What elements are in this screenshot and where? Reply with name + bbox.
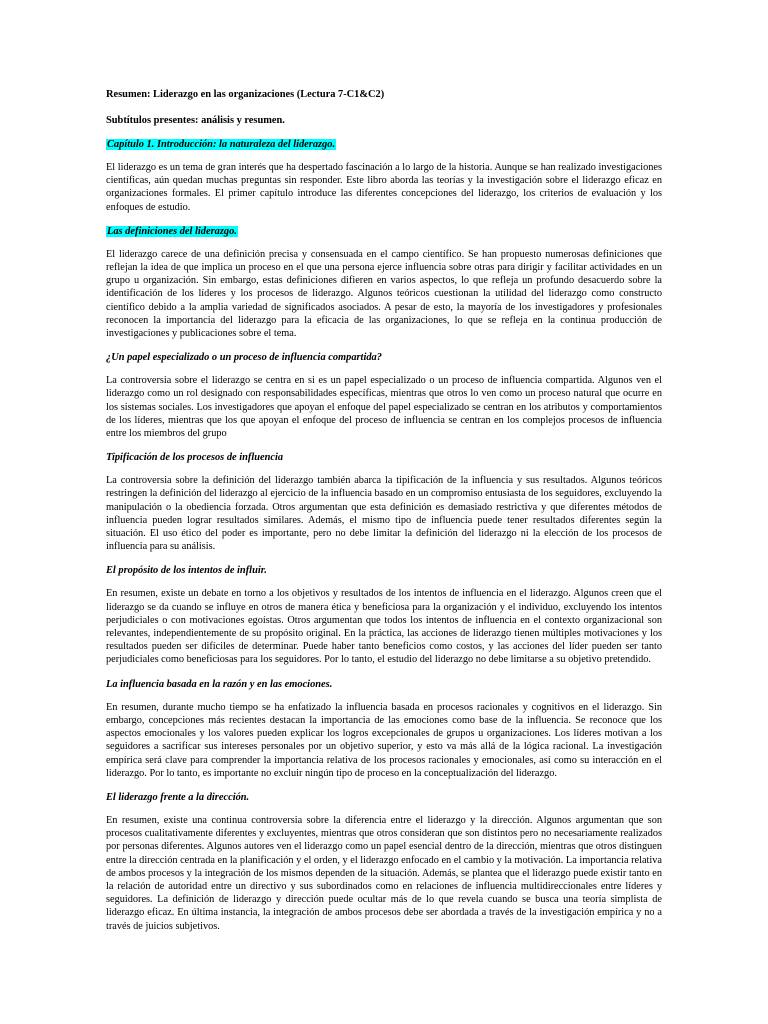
section-heading: La influencia basada en la razón y en las emociones. — [106, 678, 333, 690]
section-capitulo-1 — [106, 138, 662, 214]
section-paragraph: En resumen, durante mucho tiempo se ha enfatizado la influencia basada en procesos racionales y cognitivos en el liderazgo. Sin embargo, concepciones más recientes destacan la importancia de las emociones como base de la influencia. Se reconoce que los aspectos emocionales y los valores pueden explicar los logros excepcionales de grupos u organizaciones. Los líderes motivan a los seguidores a sacrificar sus intereses personales por un objetivo superior, y esto va más allá de la lógica racional. La investigación empírica será clave para comprender la importancia relativa de los procesos racionales y emocionales, así como su interacción en el liderazgo. Por lo tanto, es importante no excluir ningún tipo de proceso en la conceptualización del liderazgo. — [106, 701, 662, 779]
section-paragraph: El liderazgo es un tema de gran interés que ha despertado fascinación a lo largo de la historia. Aunque se han realizado investigaciones científicas, aún quedan muchas preguntas sin responder. Este libro aborda las teorías y la investigación sobre el liderazgo eficaz en organizaciones formales. El primer capítulo introduce las diferentes concepciones del liderazgo, los criterios de evaluación y los enfoques de estudio. — [106, 162, 662, 213]
document-title: Resumen: Liderazgo en las organizaciones (Lectura 7-C1&C2) — [106, 89, 385, 100]
section-definiciones — [106, 225, 662, 340]
section-paragraph: En resumen, existe un debate en torno a los objetivos y resultados de los intentos de influencia en el liderazgo. Algunos creen que el liderazgo se da cuando se influye en otros de manera ética y beneficiosa para la organización y el individuo, excluyendo los intentos perjudiciales o con motivaciones egoístas. Otros argumentan que todos los intentos de influencia en el contexto organizacional son relevantes, independientemente de su propósito original. En la práctica, las acciones de liderazgo tienen múltiples motivaciones y los resultados pueden ser difíciles de determinar. Puede haber tanto beneficios como costos, y las acciones del líder pueden ser tanto perjudiciales como beneficiosas para los seguidores. Por lo tanto, el estudio del liderazgo no debe limitarse a su objetivo pretendido. — [106, 588, 662, 666]
section-paragraph: En resumen, existe una continua controversia sobre la diferencia entre el liderazgo y la dirección. Algunos argumentan que son procesos cualitativamente diferentes y excluyentes, mientras que otros consideran que son distintos pero no necesariamente realizados por personas diferentes. Algunos autores ven el liderazgo como un papel esencial dentro de la dirección, mientras que otros distinguen entre la dirección centrada en la planificación y el orden, y el liderazgo enfocado en el cambio y la motivación. La importancia relativa de ambos procesos y la integración de los mismos dependen de la situación. Además, se plantea que el liderazgo puede existir tanto en la relación de autoridad entre un directivo y sus subordinados como en relaciones de influencia multidireccionales entre líderes y seguidores. La definición de liderazgo y dirección puede ocultar más de lo que revela cuando se busca una teoría simplista de liderazgo eficaz. En última instancia, la integración de ambos procesos debe ser abordada a través de la investigación empírica y no a través de juicios subjetivos. — [106, 814, 662, 932]
section-liderazgo-direccion — [106, 791, 662, 933]
document-page — [106, 88, 662, 944]
section-paragraph: La controversia sobre el liderazgo se centra en si es un papel especializado o un proceso de influencia compartida. Algunos ven el liderazgo como un rol designado con responsabilidades específicas, mientras que otros lo ven como un proceso natural que ocurre en los sistemas sociales. Los investigadores que apoyan el enfoque del papel especializado se centran en los atributos y comportamientos de los líderes, mientras que los que apoyan el enfoque del proceso de influencia se centran en los complejos procesos de influencia entre los miembros del grupo — [106, 375, 662, 440]
section-heading — [106, 225, 662, 238]
section-heading: ¿Un papel especializado o un proceso de influencia compartida? — [106, 352, 382, 364]
highlighted-heading-text: Capítulo 1. Introducción: la naturaleza del liderazgo. — [107, 139, 336, 150]
section-paragraph: El liderazgo carece de una definición precisa y consensuada en el campo científico. Se han propuesto numerosas definiciones que reflejan la idea de que implica un proceso en el que una persona ejerce influencia sobre otras para dirigir y facilitar actividades en un grupo u organización. Sin embargo, estas definiciones difieren en varios aspectos, lo que refleja un profundo desacuerdo sobre la identificación de los líderes y los procesos de liderazgo. Algunos teóricos cuestionan la utilidad del liderazgo como constructo científico debido a la amplia variedad de significados asociados. A pesar de esto, la mayoría de los investigadores y profesionales reconocen la importancia del liderazgo para la eficacia de las organizaciones, lo que se refleja en la continua producción de investigaciones y publicaciones sobre el tema. — [106, 248, 662, 340]
highlighted-heading-text: Las definiciones del liderazgo. — [107, 225, 237, 237]
section-heading — [106, 138, 662, 151]
section-heading: El liderazgo frente a la dirección. — [106, 791, 250, 803]
document-subtitle: Subtítulos presentes: análisis y resumen. — [106, 115, 285, 126]
section-paragraph: La controversia sobre la definición del liderazgo también abarca la tipificación de la influencia y sus resultados. Algunos teóricos restringen la definición del liderazgo al ejercicio de la influencia basado en un compromiso entusiasta de los seguidores, excluyendo la manipulación o la obediencia forzada. Otros argumentan que esta definición es demasiado restrictiva y que diferentes métodos de influencia pueden lograr resultados similares. Además, el mismo tipo de influencia puede tener resultados diferentes según la situación. El uso ético del poder es importante, pero no debe limitar la definición del liderazgo ni la elección de los procesos de influencia para su análisis. — [106, 475, 662, 553]
section-razon-emociones — [106, 678, 662, 780]
section-heading: Tipificación de los procesos de influencia — [106, 452, 284, 464]
section-heading: El propósito de los intentos de influir. — [106, 565, 267, 577]
section-tipificacion — [106, 451, 662, 553]
section-papel-especializado — [106, 351, 662, 440]
section-proposito — [106, 564, 662, 666]
